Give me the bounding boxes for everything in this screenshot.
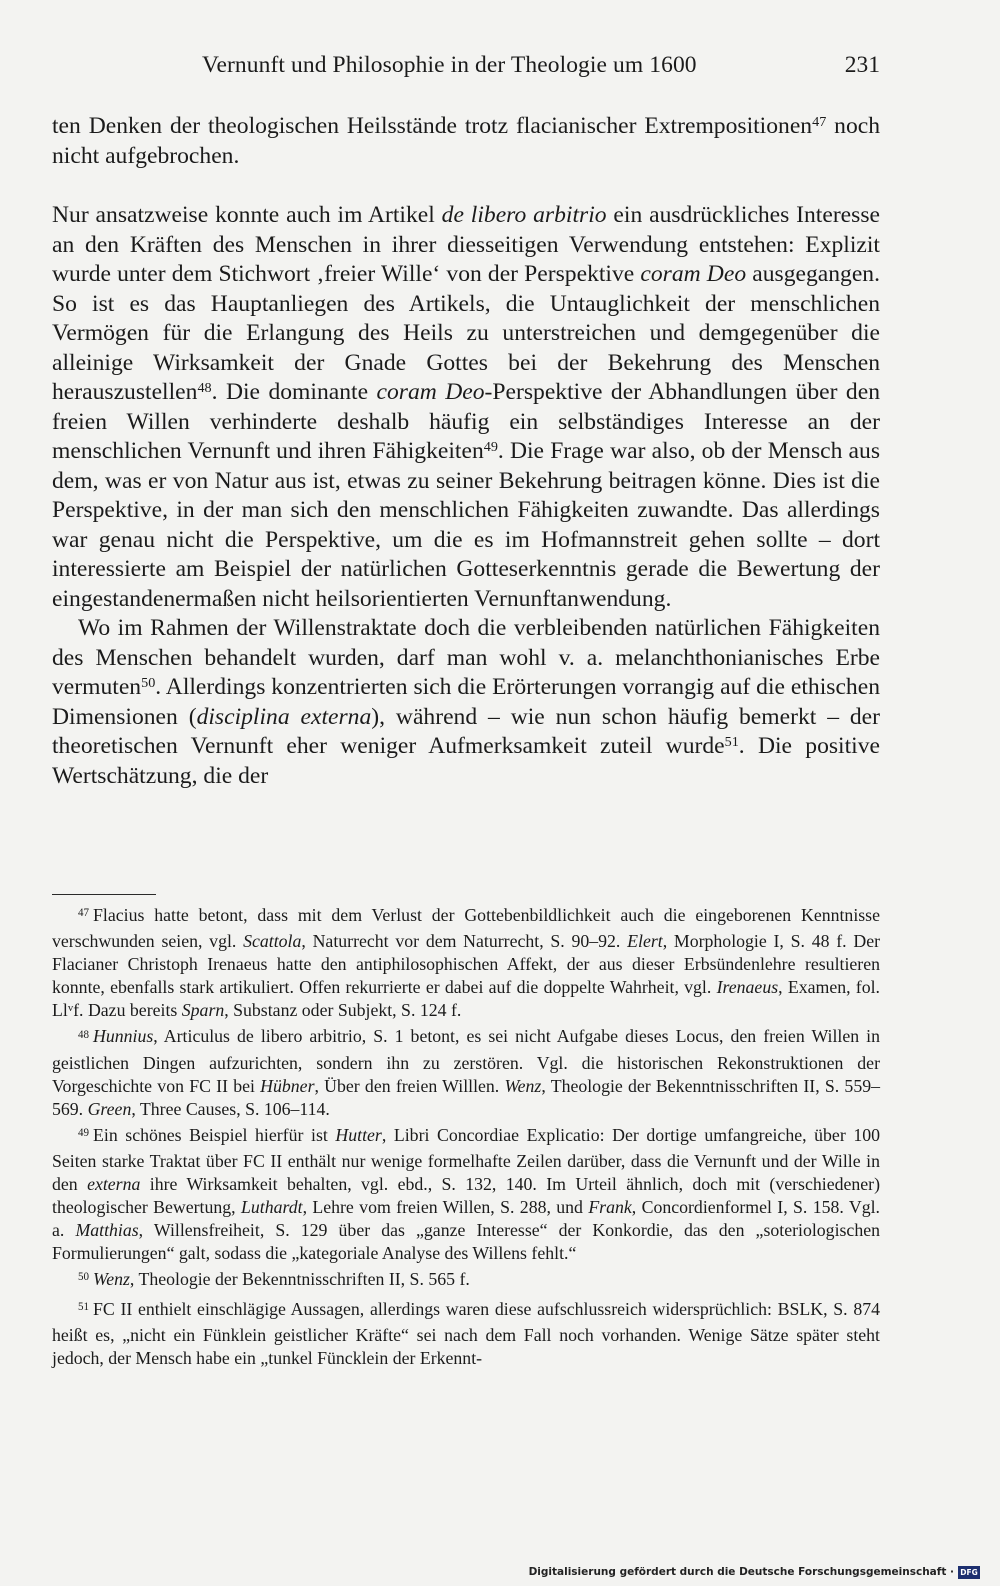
footnote-47 bbox=[52, 904, 880, 1022]
author-name: Sparn bbox=[181, 1000, 225, 1021]
footnote-49 bbox=[52, 1124, 880, 1266]
text-run: ten Denken der theologischen Heilsstände trotz flacianischer Extrempositionen bbox=[52, 113, 813, 139]
text-run: . Die dominante bbox=[211, 379, 377, 405]
footnote-number: 47 bbox=[78, 907, 90, 920]
text-run: , Examen, fol. Ll bbox=[52, 977, 880, 1021]
superscript: v bbox=[67, 1002, 74, 1015]
author-name: Elert bbox=[627, 931, 663, 952]
text-run: noch nicht aufgebrochen. bbox=[52, 113, 881, 169]
footnote-51 bbox=[52, 1298, 880, 1370]
text-run: ), während – wie nun schon häufig bemerkt – der theoretischen Vernunft eher weniger Aufmerksamkeit zuteil wurde bbox=[52, 703, 880, 759]
text-run: ausgegangen. So ist es das Hauptanliegen des Artikels, die Untauglichkeit der menschlichen Vermögen für die Erlangung des Heils zu unterstreichen und demgegenüber die alleinige Wirksamkeit der Gnade Gottes bei der Bekehrung des Menschen herauszustellen bbox=[52, 261, 881, 405]
text-run: , Articulus de libero arbitrio, S. 1 betont, es sei nicht Aufgabe dieses Locus, den freien Willen in geistlichen Dingen aufzurichten, sondern ihn zu zerstören. Vgl. die historischen Rekonstruktionen der Vorgeschichte von FC II bei bbox=[52, 1026, 880, 1096]
text-run: , Lehre vom freien Willen, S. 288, und bbox=[302, 1197, 589, 1218]
text-run: , Theologie der Bekenntnisschriften II, S. 565 f. bbox=[129, 1269, 470, 1290]
text-run: , Theologie der Bekenntnisschriften II, S. 559–569. bbox=[52, 1075, 880, 1119]
page-number: 231 bbox=[844, 52, 880, 78]
author-name: Wenz bbox=[93, 1269, 130, 1290]
author-name: Hutter bbox=[335, 1124, 382, 1145]
paragraph-2 bbox=[52, 201, 880, 614]
main-text bbox=[52, 112, 880, 791]
footnote-ref-51: 51 bbox=[724, 733, 739, 750]
text-run: , Willensfreiheit, S. 129 über das „ganze Interesse“ der Konkordie, das den „soteriologischen Formulierungen“ galt, sodass die „kategoriale Analyse des Willens fehlt.“ bbox=[52, 1220, 880, 1264]
text-run: ein ausdrückliches Interesse an den Kräften des Menschen in ihrer diesseitigen Verwendung entstehen: Explizit wurde unter dem Stichwort ‚freier Wille‘ von der Perspektive bbox=[52, 202, 880, 287]
footnote-ref-50: 50 bbox=[141, 674, 156, 691]
italic-term: externa bbox=[87, 1174, 141, 1195]
author-name: Green bbox=[87, 1098, 132, 1119]
digitization-credit bbox=[529, 1563, 980, 1581]
author-name: Scattola bbox=[243, 931, 302, 952]
text-run: f. Dazu bereits bbox=[73, 1000, 182, 1021]
text-run: Wo im Rahmen der Willenstraktate doch die verbleibenden natürlichen Fähigkeiten des Menschen behandelt wurden, darf man wohl v. a. melanchthonianisches Erbe vermuten bbox=[52, 615, 880, 700]
text-run: , Concordienformel I, S. 158. Vgl. a. bbox=[52, 1197, 880, 1241]
author-name: Hübner bbox=[260, 1075, 315, 1096]
text-run: , Morphologie I, S. 48 f. Der Flacianer Christoph Irenaeus hatte den antiphilosophischen Affekt, der aus dieser Erbsündenlehre resultieren konnte, ebenfalls stark artikuliert. Offen rekurrierte er dabei auf die doppelte Wahrheit, vgl. bbox=[52, 931, 881, 998]
footnote-ref-47: 47 bbox=[812, 113, 827, 130]
footnotes bbox=[52, 904, 880, 1373]
author-name: Irenaeus bbox=[716, 977, 779, 998]
text-run: . Allerdings konzentrierten sich die Erörterungen vorrangig auf die ethischen Dimensionen ( bbox=[52, 674, 880, 730]
text-run: FC II enthielt einschlägige Aussagen, allerdings waren diese aufschlussreich widersprüchlich: BSLK, S. 874 heißt es, „nicht ein Fünklein geistlicher Kräfte“ sei nach dem Fall noch vorhanden. Wenige Sätze später steht jedoch, der Mensch habe ein „tunkel Füncklein der Erkennt- bbox=[52, 1298, 880, 1368]
italic-term: coram Deo bbox=[640, 261, 747, 287]
text-run: , Naturrecht vor dem Naturrecht, S. 90–92. bbox=[301, 931, 628, 952]
running-header bbox=[52, 52, 880, 84]
dfg-logo-icon: DFG bbox=[958, 1566, 980, 1579]
text-run: Ein schönes Beispiel hierfür ist bbox=[93, 1124, 336, 1145]
text-run: , Über den freien Willlen. bbox=[314, 1075, 505, 1096]
text-run: . Die Frage war also, ob der Mensch aus dem, was er von Natur aus ist, etwas zu seiner Bekehrung beitragen könne. Dies ist die Perspektive, in der man sich den menschlichen Fähigkeiten zuwandte. Das allerdings war genau nicht die Perspektive, um die es im Hofmannstreit gehen sollte – dort interessierte am Beispiel der natürlichen Gotteserkenntnis gerade die Bewertung der eingestandenermaßen nicht heilsorientierten Vernunftanwendung. bbox=[52, 438, 881, 612]
text-run: ihre Wirksamkeit behalten, vgl. ebd., S. 132, 140. Im Urteil ähnlich, doch mit (verschiedener) theologischer Bewertung, bbox=[52, 1174, 880, 1218]
footnote-ref-49: 49 bbox=[483, 438, 498, 455]
author-name: Frank bbox=[588, 1197, 632, 1218]
running-title: Vernunft und Philosophie in der Theologie um 1600 bbox=[202, 52, 697, 78]
author-name: Matthias bbox=[75, 1220, 139, 1241]
italic-term: coram Deo bbox=[376, 379, 485, 405]
italic-term: disciplina externa bbox=[196, 703, 372, 730]
footnote-number: 49 bbox=[78, 1126, 90, 1139]
footnote-48 bbox=[52, 1025, 880, 1120]
footnote-50 bbox=[52, 1268, 880, 1294]
text-run: , Three Causes, S. 106–114. bbox=[131, 1098, 330, 1119]
author-name: Wenz bbox=[504, 1075, 542, 1096]
credit-text: Digitalisierung gefördert durch die Deutsche Forschungsgemeinschaft · bbox=[528, 1566, 954, 1578]
text-run: Flacius hatte betont, dass mit dem Verlust der Gottebenbildlichkeit auch die eingeborenen Kenntnisse verschwunden seien, vgl. bbox=[52, 905, 880, 952]
text-run: , Substanz oder Subjekt, S. 124 f. bbox=[224, 1000, 462, 1021]
author-name: Hunnius bbox=[93, 1026, 154, 1047]
footnote-number: 50 bbox=[78, 1271, 90, 1284]
text-run: -Perspektive der Abhandlungen über den freien Willen verhinderte deshalb häufig ein selbständiges Interesse an der menschlichen Vernunft und ihren Fähigkeiten bbox=[52, 379, 880, 464]
paragraph-3 bbox=[52, 614, 880, 791]
text-run: Nur ansatzweise konnte auch im Artikel bbox=[52, 202, 442, 228]
footnote-separator bbox=[52, 894, 156, 895]
footnote-number: 51 bbox=[78, 1300, 90, 1313]
text-run: , Libri Concordiae Explicatio: Der dortige umfangreiche, über 100 Seiten starke Traktat über FC II enthält nur wenige formelhafte Zeilen darüber, dass die Vernunft und der Wille in den bbox=[52, 1124, 880, 1195]
italic-term: de libero arbitrio bbox=[441, 202, 607, 228]
footnote-ref-48: 48 bbox=[197, 379, 212, 396]
author-name: Luthardt bbox=[240, 1197, 303, 1218]
footnote-number: 48 bbox=[78, 1028, 90, 1041]
paragraph-1 bbox=[52, 112, 880, 171]
text-run: . Die positive Wertschätzung, die der bbox=[52, 733, 880, 789]
